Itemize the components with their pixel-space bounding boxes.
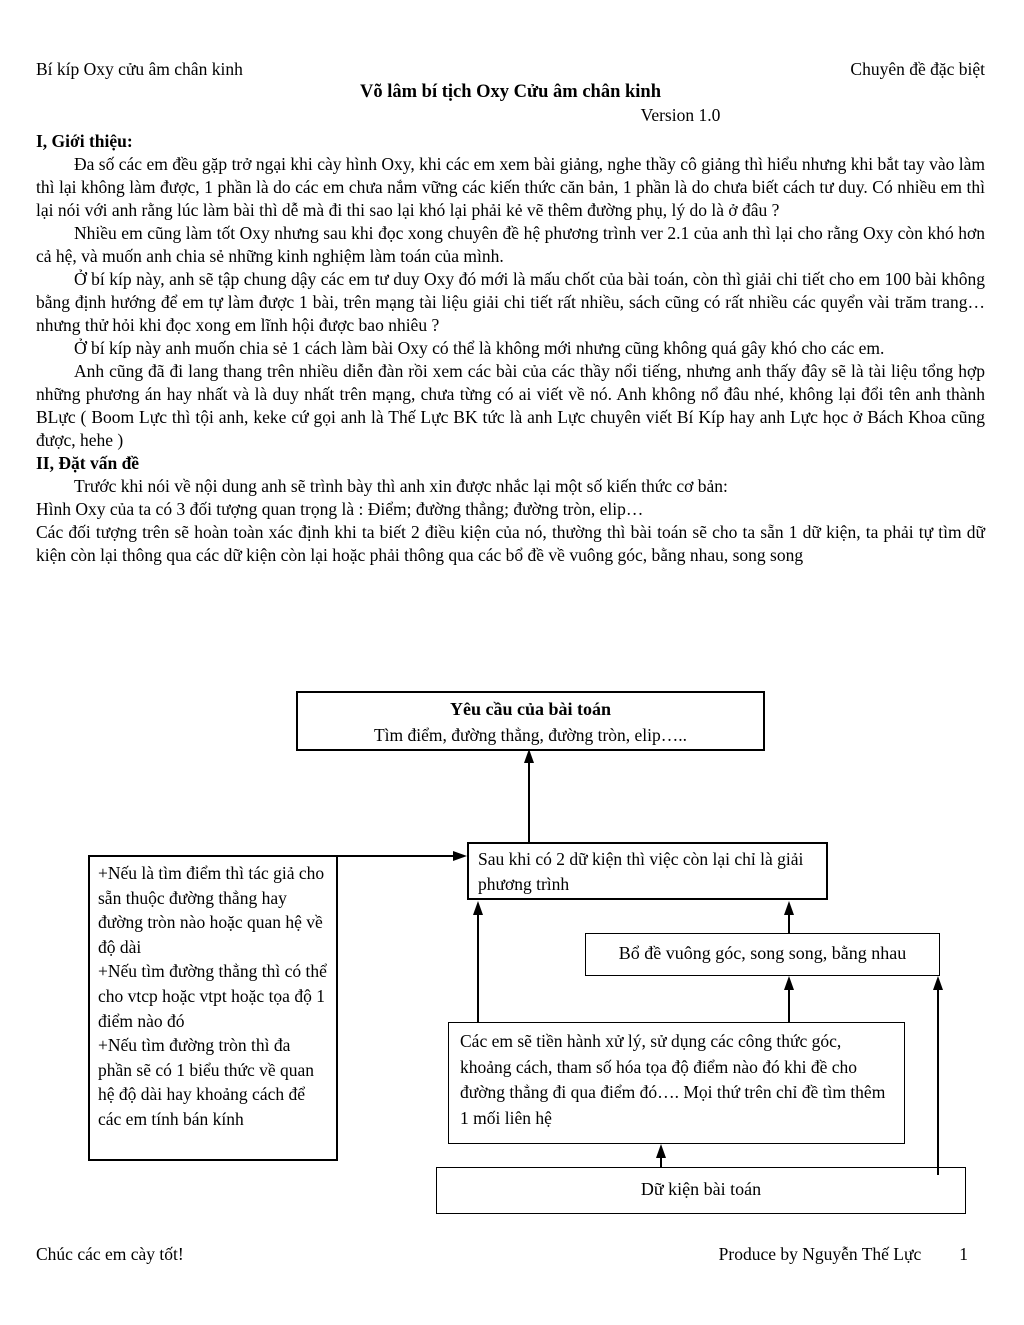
footer-left-text: Chúc các em cày tốt! [36, 1244, 184, 1264]
section-1-heading: I, Giới thiệu: [36, 131, 133, 151]
paragraph: Đa số các em đều gặp trở ngại khi cày hình Oxy, khi các em xem bài giảng, nghe thầy cô giảng thì hiểu nhưng khi bắt tay vào làm thì lại không làm được, 1 phần là do các em chưa nắm vững các kiến thức căn bản, 1 phần là do chưa biết cách tư duy. Có nhiều em thì lại nói với anh rằng lúc làm bài thì dễ mà đi thi sao lại khó lại phải kẻ vẽ thêm đường phụ, lý do là ở đâu ? [36, 154, 985, 220]
flowchart-box-lemma: Bổ đề vuông góc, song song, bằng nhau [585, 933, 940, 976]
paragraph: Nhiều em cũng làm tốt Oxy nhưng sau khi đọc xong chuyên đề hệ phương trình ver 2.1 của anh thì lại cho rằng Oxy còn khó hơn cả hệ, và muốn anh chia sẻ những kinh nghiệm làm toán của mình. [36, 223, 985, 266]
paragraph: Hình Oxy của ta có 3 đối tượng quan trọng là : Điểm; đường thẳng; đường tròn, elip… [36, 499, 644, 519]
requirement-title: Yêu cầu của bài toán [449, 699, 611, 719]
hint-item: +Nếu tìm đường thẳng thì có thể cho vtcp hoặc vtpt hoặc tọa độ 1 điểm nào đó [98, 961, 327, 1031]
header-left-text: Bí kíp Oxy cửu âm chân kinh [36, 59, 243, 79]
flowchart-box-solve-equation: Sau khi có 2 dữ kiện thì việc còn lại chỉ là giải phương trình [467, 842, 828, 900]
flowchart-box-hints [88, 855, 338, 1161]
paragraph: Các đối tượng trên sẽ hoàn toàn xác định khi ta biết 2 điều kiện của nó, thường thì bài toán sẽ cho ta sẵn 1 dữ kiện, ta phải tự tìm dữ kiện còn lại thông qua các dữ kiện còn lại hoặc phải thông qua các bổ đề về vuông góc, bằng nhau, song song [36, 522, 985, 565]
hint-item: +Nếu tìm đường tròn thì đa phần sẽ có 1 biểu thức về quan hệ độ dài hay khoảng cách để các em tính bán kính [98, 1035, 315, 1129]
document-body [36, 58, 985, 567]
section-2-heading: II, Đặt vấn đề [36, 453, 140, 473]
paragraph: Ở bí kíp này anh muốn chia sẻ 1 cách làm bài Oxy có thể là không mới nhưng cũng không quá gây khó cho các em. [74, 338, 885, 358]
version-label: Version 1.0 [640, 105, 721, 125]
page-number: 1 [959, 1244, 968, 1264]
flowchart-box-requirement [296, 691, 765, 751]
hint-item: +Nếu là tìm điểm thì tác giả cho sẵn thuộc đường thẳng hay đường tròn nào hoặc quan hệ về độ dài [98, 863, 325, 957]
page-footer-right [719, 1243, 968, 1266]
footer-credit-text: Produce by Nguyễn Thế Lực [718, 1244, 922, 1264]
document-title: Võ lâm bí tịch Oxy Cửu âm chân kinh [360, 82, 661, 102]
flowchart-box-process: Các em sẽ tiền hành xử lý, sử dụng các công thức góc, khoảng cách, tham số hóa tọa độ điểm nào đó khi đề cho đường thẳng đi qua điểm đó…. Mọi thứ trên chỉ đề tìm thêm 1 mối liên hệ [448, 1022, 905, 1144]
page-header [36, 58, 985, 81]
requirement-subtitle: Tìm điểm, đường thẳng, đường tròn, elip….. [373, 725, 688, 745]
flowchart-box-problem-data: Dữ kiện bài toán [436, 1167, 966, 1214]
paragraph: Ở bí kíp này, anh sẽ tập chung dậy các em tư duy Oxy đó mới là mấu chốt của bài toán, còn thì giải chi tiết cho em 100 bài không bằng định hướng để em tự làm được 1 bài, trên mạng tài liệu giải chi tiết rất nhiều, sách cũng có rất nhiều các quyển vài trăm trang… nhưng thử hỏi khi đọc xong em lĩnh hội được bao nhiêu ? [36, 269, 985, 335]
paragraph: Anh cũng đã đi lang thang trên nhiều diễn đàn rồi xem các bài của các thầy nổi tiếng, nhưng anh thấy đây sẽ là tài liệu tổng hợp những phương án hay nhất và là duy nhất trên mạng, chưa từng có ai viết về nó. Anh không nổ đâu nhé, không lại đổi tên anh thành BLực ( Boom Lực thì tội anh, keke cứ gọi anh là Thế Lực BK tức là anh Lực chuyên viết Bí Kíp hay anh Lực học ở Bách Khoa cũng được, hehe ) [36, 361, 985, 450]
paragraph: Trước khi nói về nội dung anh sẽ trình bày thì anh xin được nhắc lại một số kiến thức cơ bản: [74, 476, 728, 496]
header-right-text: Chuyên đề đặc biệt [850, 59, 985, 79]
